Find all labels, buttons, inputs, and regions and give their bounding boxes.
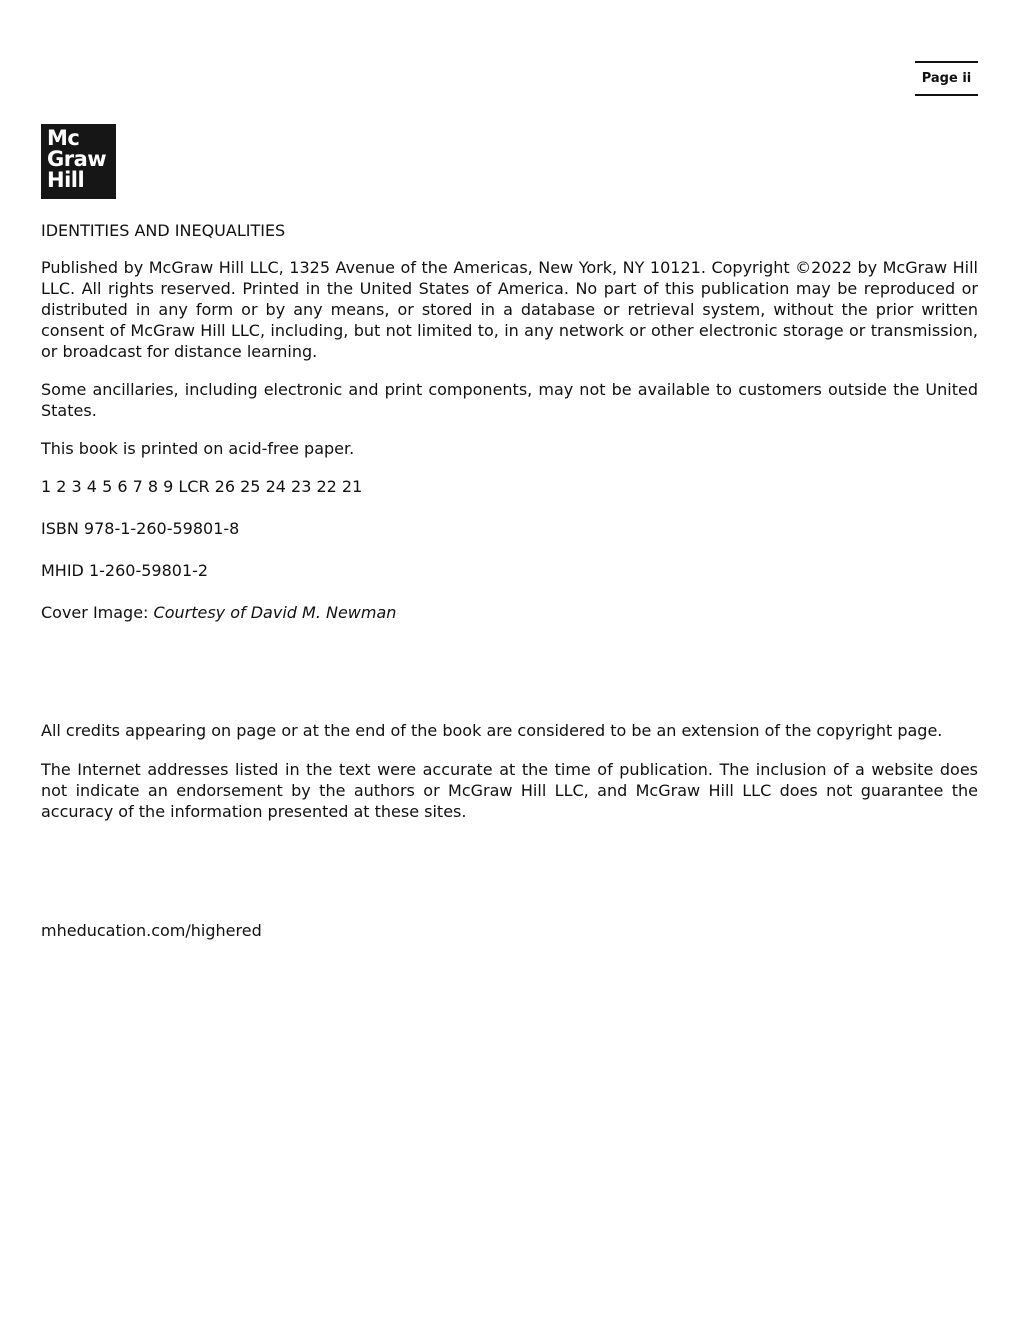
logo-line-graw: Graw bbox=[47, 147, 107, 171]
isbn-line: ISBN 978-1-260-59801-8 bbox=[41, 519, 240, 538]
acid-free-notice: This book is printed on acid-free paper. bbox=[41, 439, 355, 458]
logo-line-mc: Mc bbox=[47, 126, 80, 150]
cover-image-label: Cover Image: bbox=[41, 603, 154, 622]
publisher-notice: Published by McGraw Hill LLC, 1325 Avenue of the Americas, New York, NY 10121. Copyright ©2022 by McGraw Hill LLC. All rights reserved. Printed in the United States of America. No part of this publication may be reproduced or distributed in any form or by any means, or stored in a database or retrieval system, without the prior written consent of McGraw Hill LLC, including, but not limited to, in any network or other electronic storage or transmission, or broadcast for distance learning. bbox=[41, 258, 978, 361]
ancillaries-notice: Some ancillaries, including electronic and print components, may not be available to customers outside the United States. bbox=[41, 380, 978, 420]
mhid-line: MHID 1-260-59801-2 bbox=[41, 561, 209, 580]
copyright-content bbox=[41, 220, 978, 941]
internet-disclaimer: The Internet addresses listed in the text were accurate at the time of publication. The inclusion of a website does not indicate an endorsement by the authors or McGraw Hill LLC, and McGraw Hill LLC does not guarantee the accuracy of the information presented at these sites. bbox=[41, 760, 978, 821]
print-line: 1 2 3 4 5 6 7 8 9 LCR 26 25 24 23 22 21 bbox=[41, 477, 363, 496]
cover-image-credit bbox=[41, 602, 978, 623]
credits-notice: All credits appearing on page or at the end of the book are considered to be an extension of the copyright page. bbox=[41, 721, 943, 740]
mcgraw-hill-logo bbox=[41, 124, 116, 199]
publisher-website: mheducation.com/highered bbox=[41, 921, 262, 940]
book-title: IDENTITIES AND INEQUALITIES bbox=[41, 221, 286, 240]
cover-image-source: Courtesy of David M. Newman bbox=[153, 603, 397, 622]
logo-line-hill: Hill bbox=[47, 168, 85, 192]
page-number-label: Page ii bbox=[915, 61, 978, 96]
